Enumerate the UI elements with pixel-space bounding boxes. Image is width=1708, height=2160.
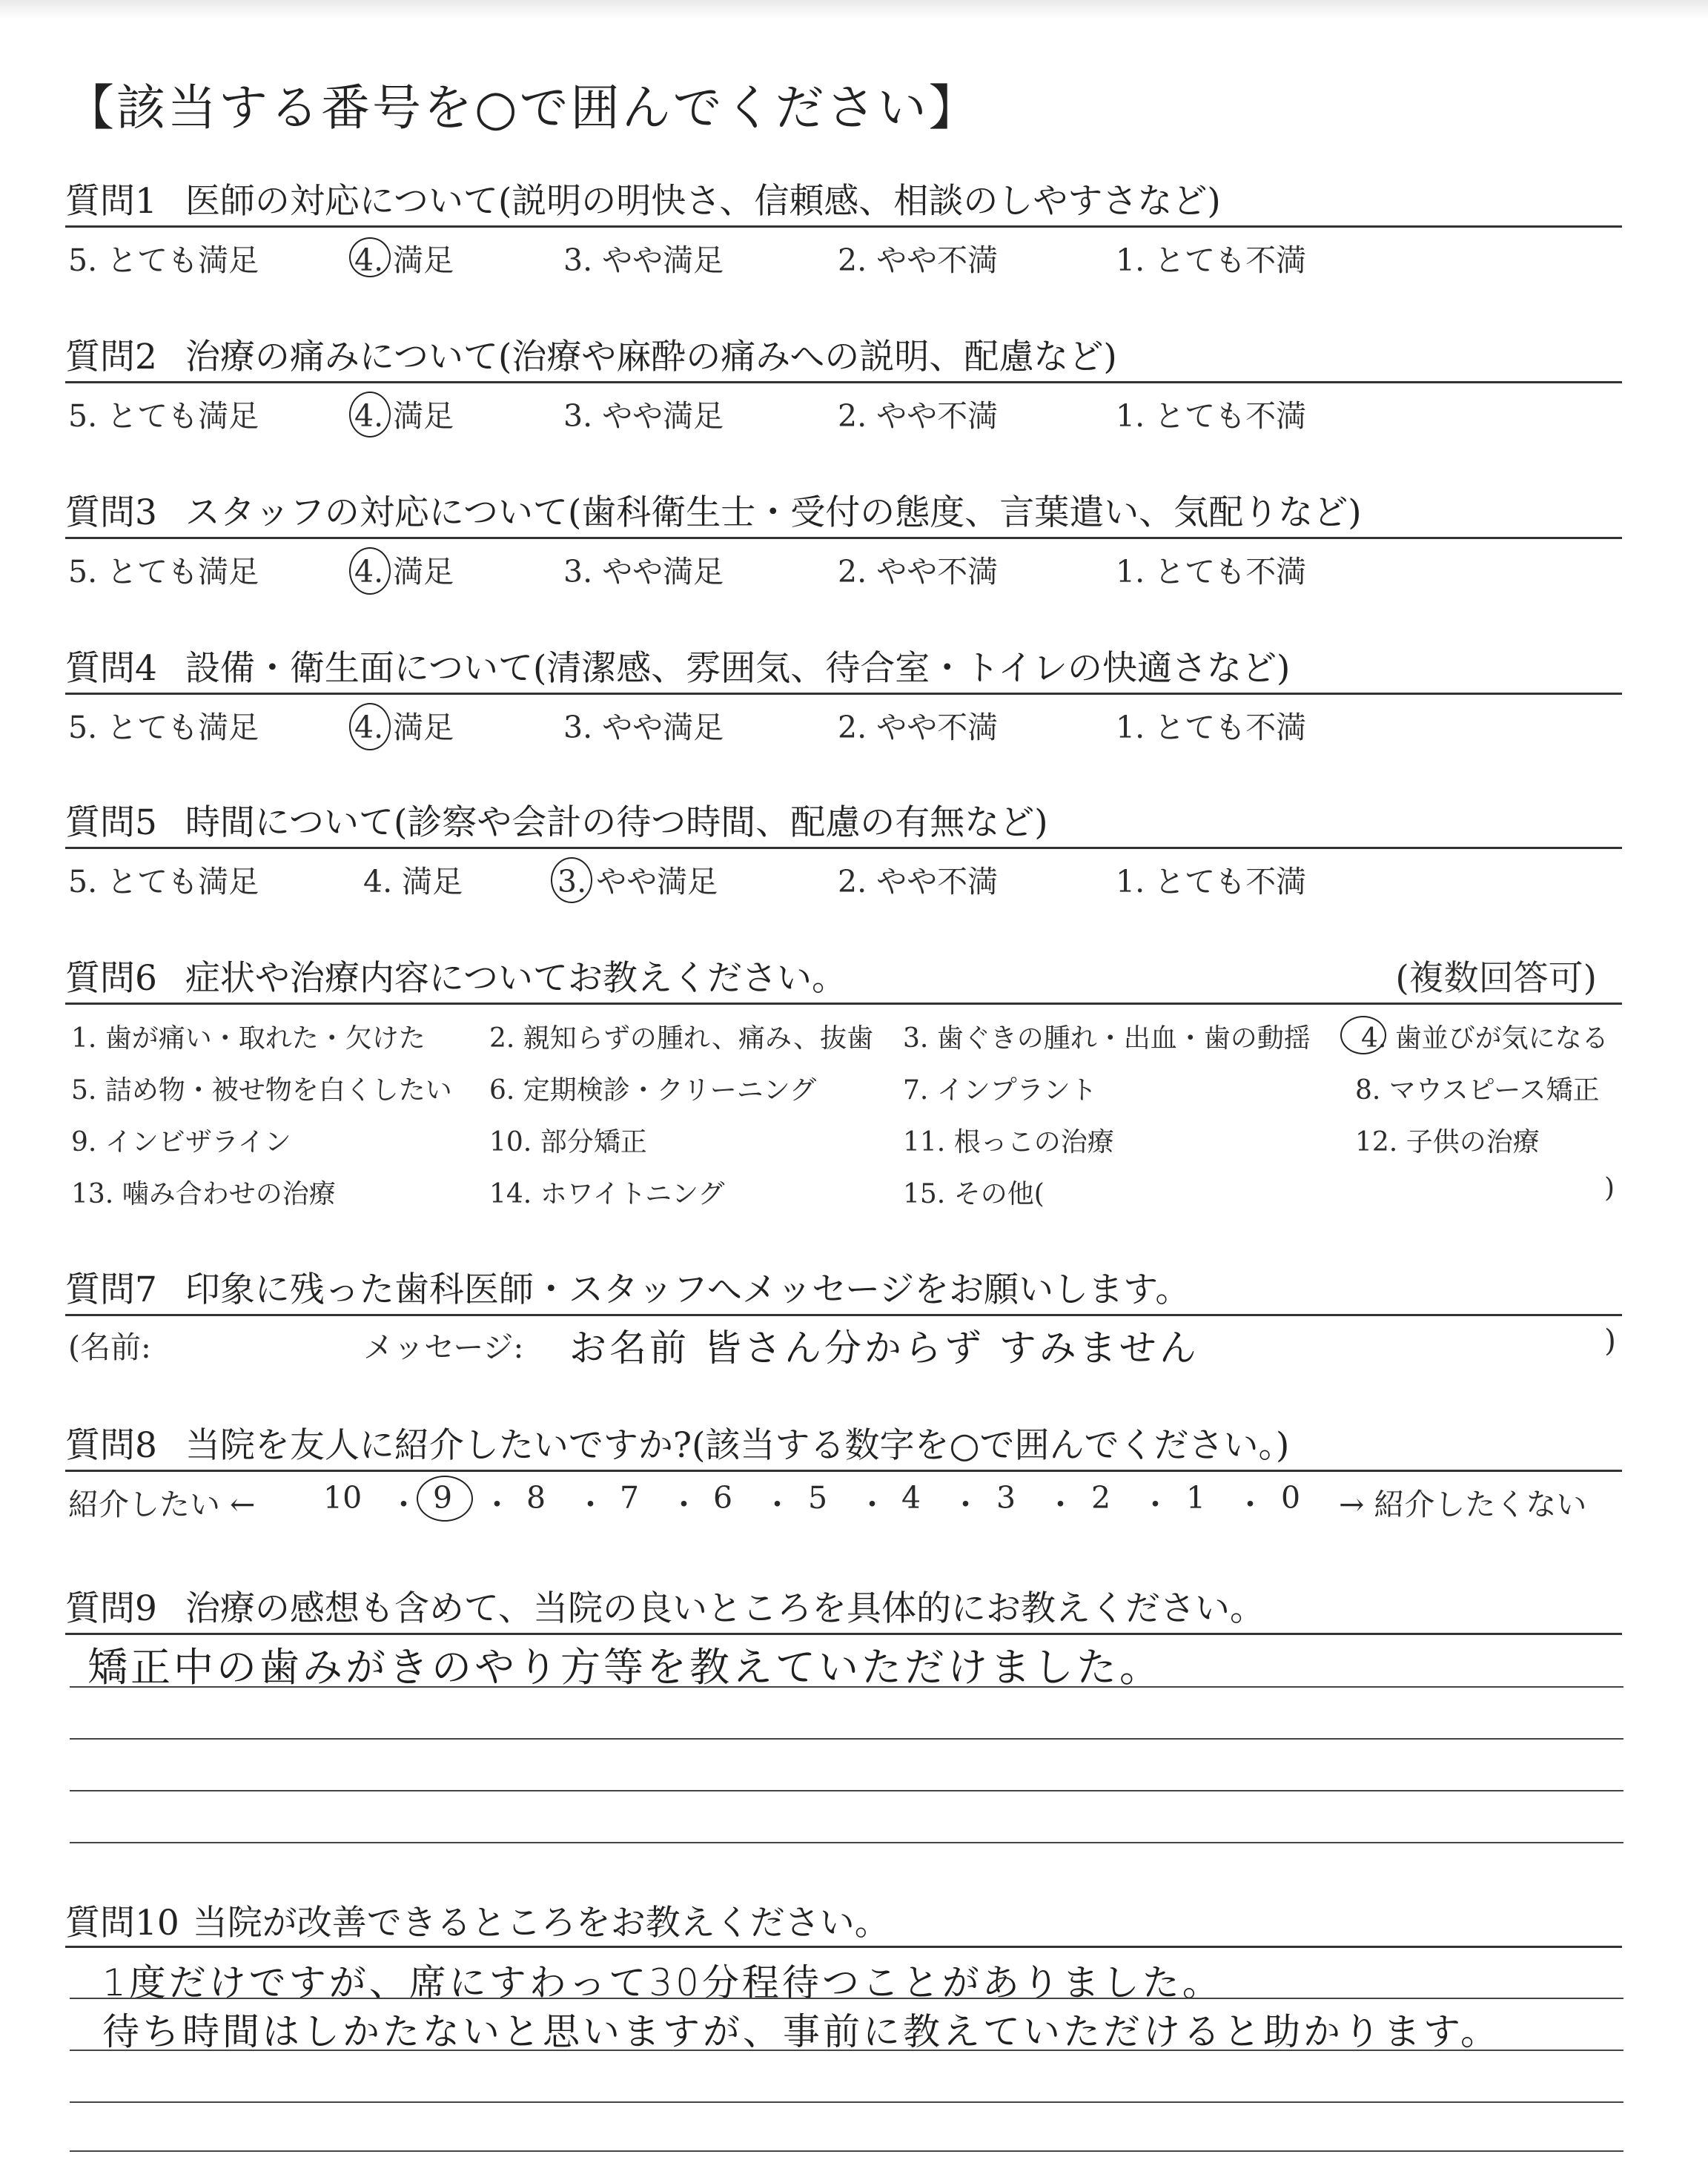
q2-option-5[interactable]: 5. とても満足 bbox=[68, 398, 259, 434]
selected-circle-mark bbox=[417, 1476, 473, 1522]
answer-line bbox=[70, 1790, 1623, 1791]
q6-item-5[interactable]: 5. 詰め物・被せ物を白くしたい bbox=[71, 1075, 452, 1106]
question-9-text: 治療の感想も含めて、当院の良いところを具体的にお教えください。 bbox=[185, 1588, 1265, 1629]
q5-option-3[interactable]: 3. やや満足 bbox=[557, 864, 718, 899]
scale-dot: ・ bbox=[1140, 1487, 1171, 1522]
answer-line bbox=[70, 2150, 1623, 2152]
q2-option-3[interactable]: 3. やや満足 bbox=[563, 398, 724, 434]
q3-option-3[interactable]: 3. やや満足 bbox=[563, 554, 724, 589]
q5-option-2[interactable]: 2. やや不満 bbox=[838, 864, 999, 899]
handwritten-message[interactable]: お名前 皆さん分からず すみません bbox=[569, 1327, 1199, 1370]
answer-line bbox=[70, 1738, 1623, 1740]
scale-1[interactable]: 1 bbox=[1186, 1480, 1206, 1516]
question-10 bbox=[65, 1895, 890, 1945]
q6-item-14[interactable]: 14. ホワイトニング bbox=[489, 1179, 725, 1209]
scale-2[interactable]: 2 bbox=[1091, 1480, 1111, 1516]
question-6-text: 症状や治療内容についてお教えください。 bbox=[185, 958, 847, 999]
answer-line bbox=[70, 1686, 1623, 1688]
q6-item-11[interactable]: 11. 根っこの治療 bbox=[903, 1127, 1114, 1157]
q2-option-1[interactable]: 1. とても不満 bbox=[1116, 398, 1307, 434]
selected-circle-mark bbox=[349, 237, 391, 277]
rule bbox=[65, 1470, 1622, 1472]
scale-dot: ・ bbox=[857, 1487, 887, 1522]
rule bbox=[65, 537, 1622, 539]
q6-item-13[interactable]: 13. 噛み合わせの治療 bbox=[71, 1179, 336, 1209]
scale-dot: ・ bbox=[388, 1487, 419, 1522]
rule bbox=[65, 381, 1622, 383]
scale-dot: ・ bbox=[575, 1487, 606, 1522]
scale-right-label: → 紹介したくない bbox=[1339, 1487, 1587, 1522]
q5-option-5[interactable]: 5. とても満足 bbox=[68, 864, 259, 899]
rule bbox=[65, 847, 1622, 849]
q6-item-1[interactable]: 1. 歯が痛い・取れた・欠けた bbox=[71, 1023, 426, 1054]
question-4-text: 設備・衛生面について(清潔感、雰囲気、待合室・トイレの快適さなど) bbox=[185, 648, 1291, 689]
scale-5[interactable]: 5 bbox=[808, 1480, 828, 1516]
scan-edge bbox=[0, 0, 1708, 19]
q1-option-3[interactable]: 3. やや満足 bbox=[563, 242, 724, 278]
answer-line bbox=[70, 2050, 1623, 2051]
q6-item-2[interactable]: 2. 親知らずの腫れ、痛み、抜歯 bbox=[489, 1023, 874, 1054]
question-6 bbox=[65, 951, 847, 1000]
scale-dot: ・ bbox=[950, 1487, 981, 1522]
rule bbox=[65, 1946, 1622, 1948]
question-2-label: 質問2 bbox=[65, 337, 157, 377]
handwritten-improvement-1[interactable]: 1度だけですが、席にすわって30分程待つことがありました。 bbox=[102, 1961, 1222, 2004]
q4-option-3[interactable]: 3. やや満足 bbox=[563, 710, 724, 745]
q2-option-4[interactable]: 4. 満足 bbox=[354, 398, 454, 434]
scale-3[interactable]: 3 bbox=[996, 1480, 1016, 1516]
question-4-label: 質問4 bbox=[65, 648, 157, 689]
question-8-label: 質問8 bbox=[65, 1425, 157, 1466]
q6-item-9[interactable]: 9. インビザライン bbox=[71, 1127, 291, 1157]
q6-item-4[interactable]: 4. 歯並びが気になる bbox=[1361, 1023, 1609, 1054]
q3-option-4[interactable]: 4. 満足 bbox=[354, 554, 454, 589]
rule bbox=[65, 225, 1622, 228]
scale-dot: ・ bbox=[1045, 1487, 1076, 1522]
question-2 bbox=[65, 329, 1117, 379]
q4-option-5[interactable]: 5. とても満足 bbox=[68, 710, 259, 745]
handwritten-good-points[interactable]: 矯正中の歯みがきのやり方等を教えていただけました。 bbox=[87, 1644, 1162, 1691]
question-7 bbox=[65, 1262, 1190, 1312]
q1-option-2[interactable]: 2. やや不満 bbox=[838, 242, 999, 278]
q6-item-15-close: ) bbox=[1604, 1173, 1615, 1203]
q6-item-3[interactable]: 3. 歯ぐきの腫れ・出血・歯の動揺 bbox=[903, 1023, 1311, 1054]
q3-option-5[interactable]: 5. とても満足 bbox=[68, 554, 259, 589]
question-2-text: 治療の痛みについて(治療や麻酔の痛みへの説明、配慮など) bbox=[185, 337, 1117, 377]
q1-option-4[interactable]: 4. 満足 bbox=[354, 242, 454, 278]
question-9 bbox=[65, 1581, 1265, 1631]
scale-10[interactable]: 10 bbox=[323, 1480, 363, 1516]
scale-6[interactable]: 6 bbox=[713, 1480, 733, 1516]
name-label: (名前: bbox=[68, 1330, 151, 1365]
question-8 bbox=[65, 1418, 1289, 1467]
question-8-text: 当院を友人に紹介したいですか?(該当する数字を○で囲んでください。) bbox=[185, 1425, 1290, 1466]
question-10-text: 当院が改善できるところをお教えください。 bbox=[192, 1903, 890, 1943]
question-1-label: 質問1 bbox=[65, 181, 157, 222]
q6-item-7[interactable]: 7. インプラント bbox=[903, 1075, 1097, 1106]
q1-option-1[interactable]: 1. とても不満 bbox=[1116, 242, 1307, 278]
question-7-label: 質問7 bbox=[65, 1269, 157, 1310]
scale-4[interactable]: 4 bbox=[901, 1480, 921, 1516]
question-3-text: スタッフの対応について(歯科衛生士・受付の態度、言葉遣い、気配りなど) bbox=[185, 492, 1362, 533]
scale-8[interactable]: 8 bbox=[526, 1480, 546, 1516]
question-1-text: 医師の対応について(説明の明快さ、信頼感、相談のしやすさなど) bbox=[185, 181, 1221, 222]
question-5-label: 質問5 bbox=[65, 802, 157, 843]
q3-option-2[interactable]: 2. やや不満 bbox=[838, 554, 999, 589]
question-5-text: 時間について(診察や会計の待つ時間、配慮の有無など) bbox=[185, 802, 1048, 843]
rule bbox=[65, 693, 1622, 695]
q3-option-1[interactable]: 1. とても不満 bbox=[1116, 554, 1307, 589]
scale-dot: ・ bbox=[482, 1487, 512, 1522]
page-heading: 【該当する番号を○で囲んでください】 bbox=[65, 79, 980, 136]
scale-dot: ・ bbox=[1235, 1487, 1265, 1522]
question-4 bbox=[65, 641, 1290, 690]
q1-option-5[interactable]: 5. とても満足 bbox=[68, 242, 259, 278]
multiple-answers-note: (複数回答可) bbox=[1395, 958, 1597, 999]
answer-line bbox=[70, 2101, 1623, 2103]
selected-circle-mark bbox=[349, 547, 391, 595]
rule bbox=[65, 1314, 1622, 1316]
q2-option-2[interactable]: 2. やや不満 bbox=[838, 398, 999, 434]
q6-item-12[interactable]: 12. 子供の治療 bbox=[1355, 1127, 1540, 1157]
scale-left-label: 紹介したい ← bbox=[68, 1487, 256, 1522]
selected-circle-mark bbox=[349, 703, 391, 750]
message-label: メッセージ: bbox=[363, 1330, 524, 1365]
selected-circle-mark bbox=[551, 857, 592, 903]
question-6-label: 質問6 bbox=[65, 958, 157, 999]
scale-dot: ・ bbox=[762, 1487, 792, 1522]
message-close: ) bbox=[1604, 1323, 1616, 1358]
question-1 bbox=[65, 174, 1221, 223]
selected-circle-mark bbox=[349, 392, 391, 437]
rule bbox=[65, 1003, 1622, 1005]
q4-option-1[interactable]: 1. とても不満 bbox=[1116, 710, 1307, 745]
question-10-label: 質問10 bbox=[65, 1903, 179, 1943]
handwritten-improvement-2[interactable]: 待ち時間はしかたないと思いますが、事前に教えていただけると助かります。 bbox=[102, 2010, 1500, 2053]
answer-line bbox=[70, 1998, 1623, 1999]
answer-line bbox=[70, 1842, 1623, 1843]
scale-9[interactable]: 9 bbox=[433, 1480, 453, 1516]
scale-7[interactable]: 7 bbox=[620, 1480, 640, 1516]
q6-item-15[interactable]: 15. その他( bbox=[903, 1179, 1045, 1209]
selected-circle-mark bbox=[1340, 1016, 1386, 1054]
rule bbox=[65, 1633, 1622, 1635]
q6-item-8[interactable]: 8. マウスピース矯正 bbox=[1355, 1075, 1600, 1106]
q6-item-10[interactable]: 10. 部分矯正 bbox=[489, 1127, 647, 1157]
scale-0[interactable]: 0 bbox=[1281, 1480, 1301, 1516]
question-7-text: 印象に残った歯科医師・スタッフへメッセージをお願いします。 bbox=[185, 1269, 1191, 1310]
question-3 bbox=[65, 485, 1362, 535]
q5-option-1[interactable]: 1. とても不満 bbox=[1116, 864, 1307, 899]
q6-item-6[interactable]: 6. 定期検診・クリーニング bbox=[489, 1075, 817, 1106]
q4-option-2[interactable]: 2. やや不満 bbox=[838, 710, 999, 745]
q5-option-4[interactable]: 4. 満足 bbox=[363, 864, 463, 899]
scale-dot: ・ bbox=[669, 1487, 699, 1522]
question-5 bbox=[65, 795, 1048, 845]
question-3-label: 質問3 bbox=[65, 492, 157, 533]
q4-option-4[interactable]: 4. 満足 bbox=[354, 710, 454, 745]
question-9-label: 質問9 bbox=[65, 1588, 157, 1629]
